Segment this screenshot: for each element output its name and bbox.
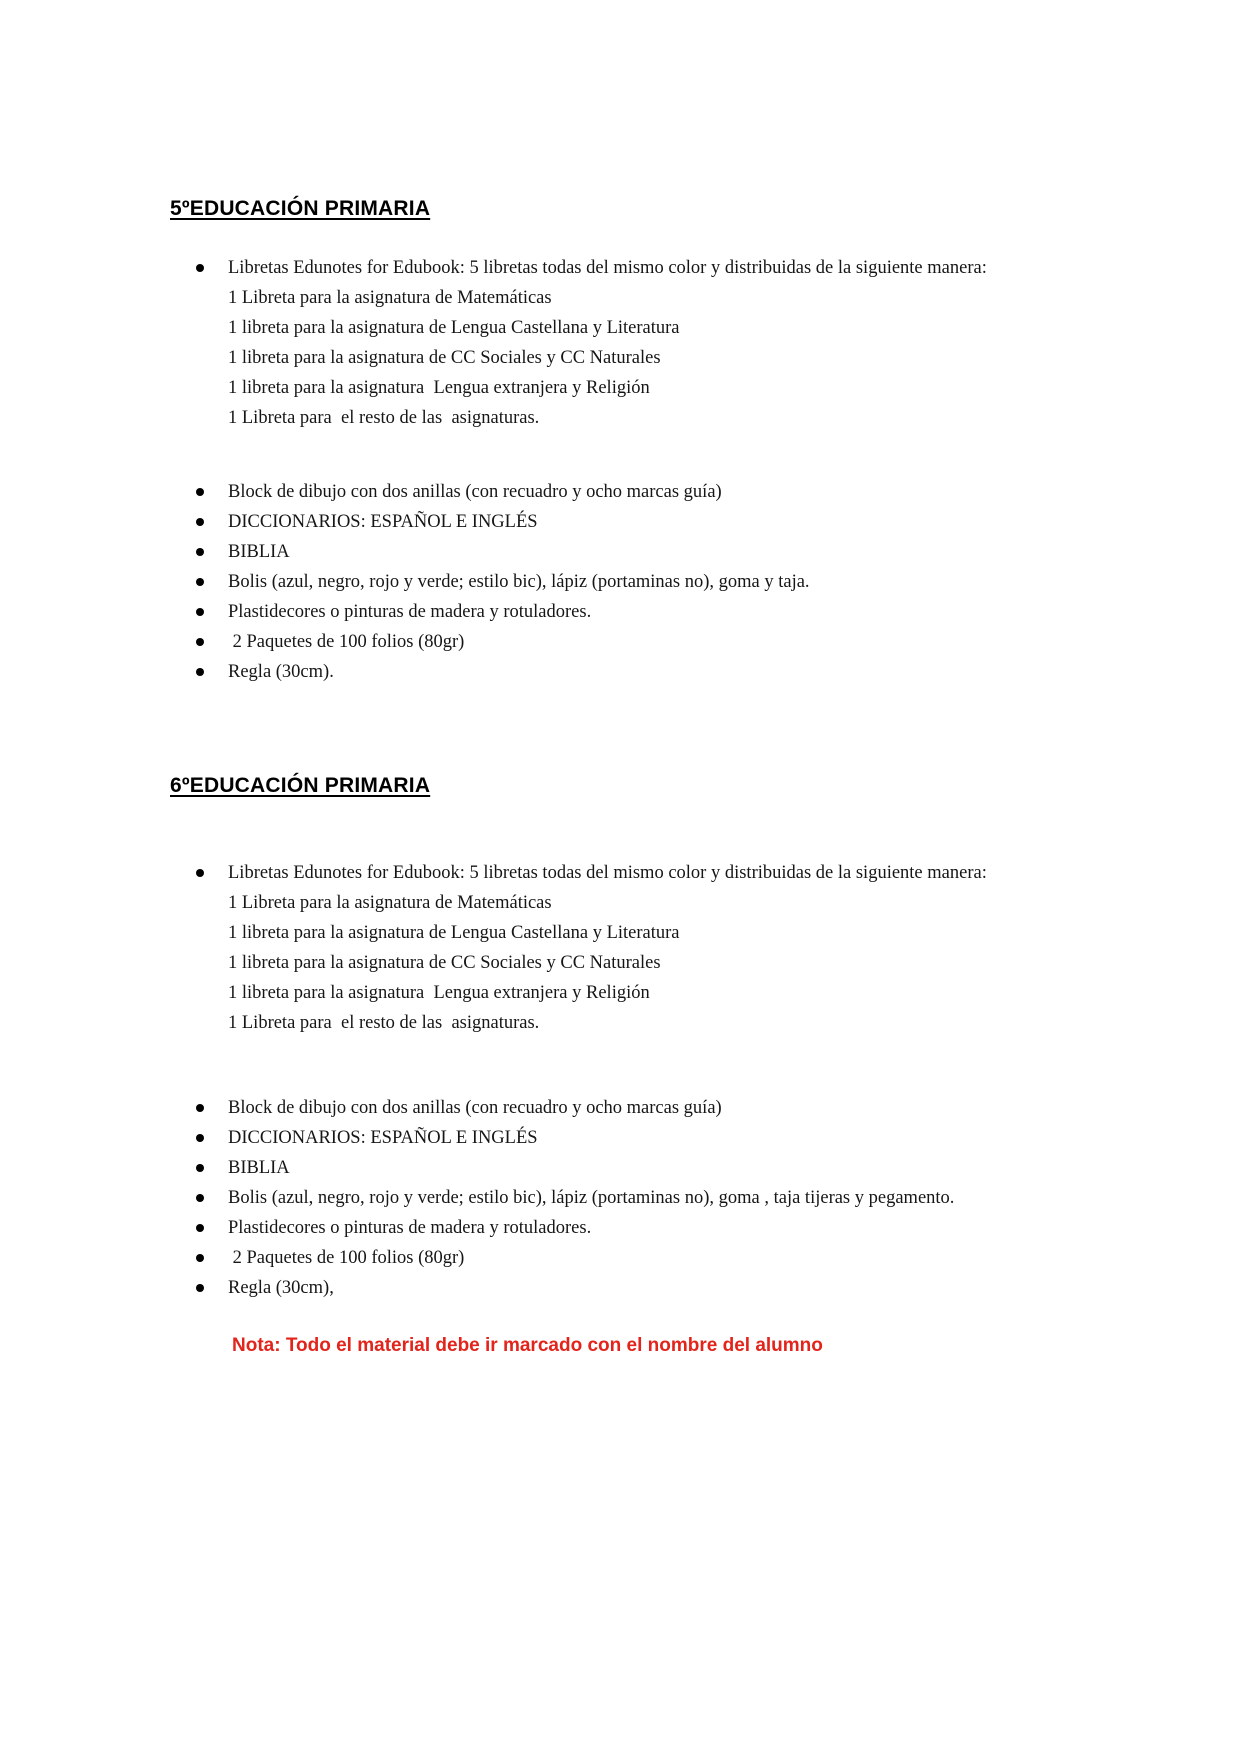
section-2-items-list (170, 1093, 1101, 1303)
item-text: Bolis (azul, negro, rojo y verde; estilo bic), lápiz (portaminas no), goma , taja tijeras y pegamento. (228, 1188, 955, 1208)
subline: 1 Libreta para el resto de las asignaturas. (228, 1013, 540, 1033)
list-item (170, 477, 1101, 507)
bullet-icon (170, 567, 228, 597)
bullet-icon (170, 597, 228, 627)
list-item (170, 253, 1101, 283)
section-1-items-list (170, 477, 1101, 687)
note-text: Nota: Todo el material debe ir marcado con el nombre del alumno (232, 1335, 823, 1356)
bullet-icon (170, 1123, 228, 1153)
bullet-icon (170, 507, 228, 537)
bullet-icon (170, 1213, 228, 1243)
bullet-icon (170, 253, 228, 283)
list-item (170, 567, 1101, 597)
subline: 1 libreta para la asignatura de CC Sociales y CC Naturales (228, 348, 661, 368)
bullet-icon (170, 477, 228, 507)
bullet-icon (170, 858, 228, 888)
list-item (170, 858, 1101, 888)
list-item (170, 657, 1101, 687)
item-text: Regla (30cm). (228, 662, 334, 682)
section-1-intro-list (170, 253, 1101, 433)
item-text: DICCIONARIOS: ESPAÑOL E INGLÉS (228, 1128, 538, 1148)
item-text: 2 Paquetes de 100 folios (80gr) (228, 632, 465, 652)
item-text: Libretas Edunotes for Edubook: 5 libretas todas del mismo color y distribuidas de la siguiente manera: (228, 258, 987, 278)
list-item (170, 507, 1101, 537)
list-item (170, 1123, 1101, 1153)
list-item (170, 1183, 1101, 1213)
item-text: Plastidecores o pinturas de madera y rotuladores. (228, 1218, 592, 1238)
item-text: BIBLIA (228, 542, 290, 562)
subline: 1 Libreta para la asignatura de Matemáticas (228, 288, 552, 308)
bullet-icon (170, 627, 228, 657)
subline: 1 Libreta para el resto de las asignaturas. (228, 408, 540, 428)
item-text: 2 Paquetes de 100 folios (80gr) (228, 1248, 465, 1268)
list-item (170, 1243, 1101, 1273)
item-text: Regla (30cm), (228, 1278, 334, 1298)
item-text: Block de dibujo con dos anillas (con recuadro y ocho marcas guía) (228, 482, 722, 502)
item-text: Libretas Edunotes for Edubook: 5 libretas todas del mismo color y distribuidas de la siguiente manera: (228, 863, 987, 883)
bullet-icon (170, 1273, 228, 1303)
section-heading-5-primaria: 5ºEDUCACIÓN PRIMARIA (170, 197, 431, 220)
list-item (170, 1273, 1101, 1303)
subline: 1 Libreta para la asignatura de Matemáticas (228, 893, 552, 913)
section-2-intro-list (170, 858, 1101, 1038)
bullet-icon (170, 1093, 228, 1123)
list-item (170, 627, 1101, 657)
item-text: BIBLIA (228, 1158, 290, 1178)
subline: 1 libreta para la asignatura de Lengua Castellana y Literatura (228, 318, 680, 338)
bullet-icon (170, 1243, 228, 1273)
list-item (170, 597, 1101, 627)
list-item (170, 1093, 1101, 1123)
bullet-icon (170, 1153, 228, 1183)
subline: 1 libreta para la asignatura Lengua extranjera y Religión (228, 378, 650, 398)
item-text: Bolis (azul, negro, rojo y verde; estilo bic), lápiz (portaminas no), goma y taja. (228, 572, 810, 592)
subline: 1 libreta para la asignatura Lengua extranjera y Religión (228, 983, 650, 1003)
subline: 1 libreta para la asignatura de Lengua Castellana y Literatura (228, 923, 680, 943)
list-item (170, 537, 1101, 567)
section-heading-6-primaria: 6ºEDUCACIÓN PRIMARIA (170, 774, 431, 797)
bullet-icon (170, 1183, 228, 1213)
list-item (170, 1213, 1101, 1243)
item-text: Plastidecores o pinturas de madera y rotuladores. (228, 602, 592, 622)
list-item (170, 1153, 1101, 1183)
bullet-icon (170, 657, 228, 687)
bullet-icon (170, 537, 228, 567)
item-text: Block de dibujo con dos anillas (con recuadro y ocho marcas guía) (228, 1098, 722, 1118)
subline: 1 libreta para la asignatura de CC Sociales y CC Naturales (228, 953, 661, 973)
item-text: DICCIONARIOS: ESPAÑOL E INGLÉS (228, 512, 538, 532)
